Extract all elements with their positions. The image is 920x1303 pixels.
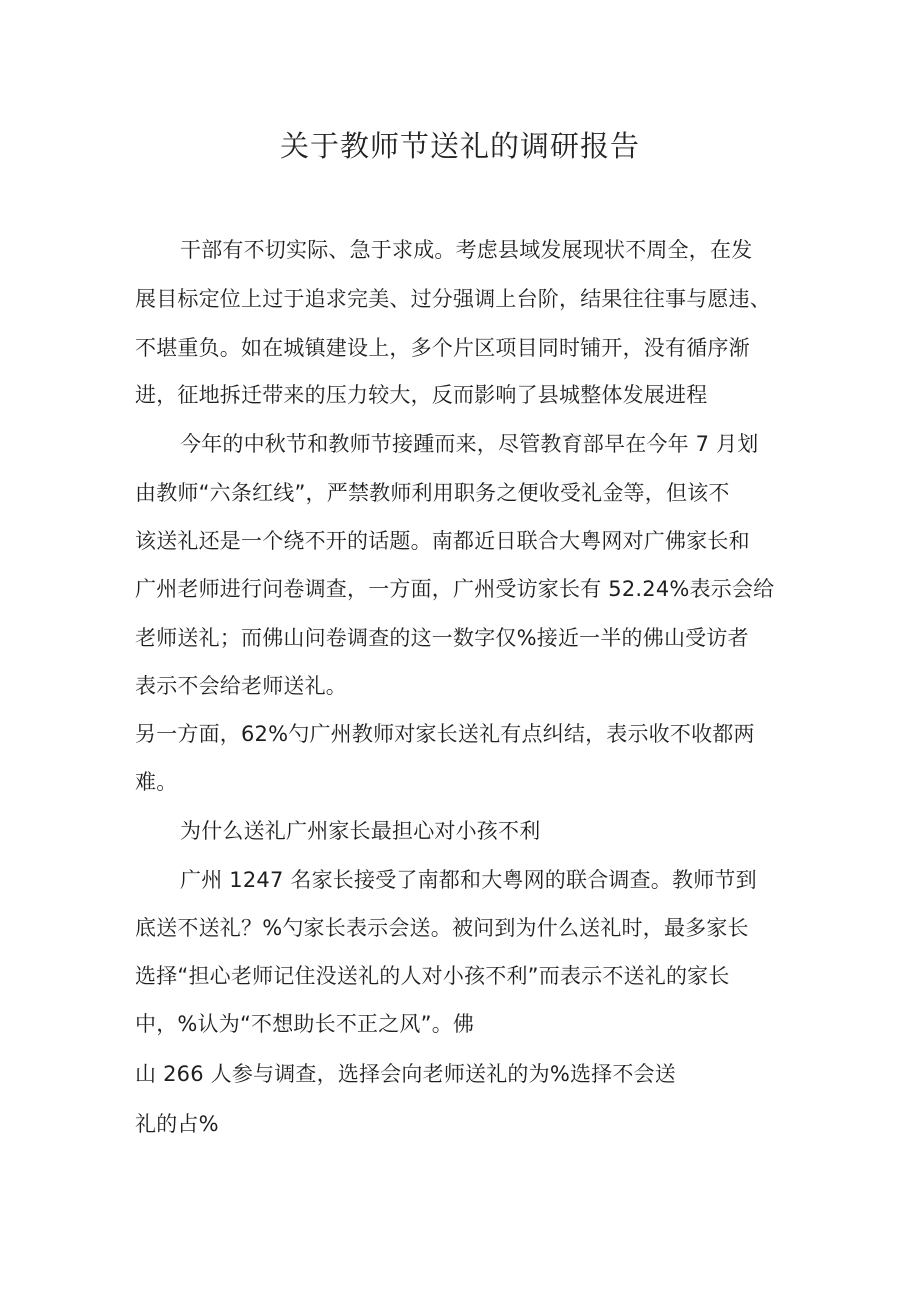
paragraph-2-line-3: 该送礼还是一个绕不开的话题。南都近日联合大粤网对广佛家长和 (135, 529, 750, 553)
paragraph-1-line-4: 进，征地拆迁带来的压力较大，反而影响了县城整体发展进程 (135, 383, 708, 407)
paragraph-3-line-1: 另一方面，62%勺广州教师对家长送礼有点纠结，表示收不收都两 (135, 722, 755, 746)
paragraph-2-line-5: 老师送礼；而佛山问卷调查的这一数字仅%接近一半的佛山受访者 (135, 626, 749, 650)
paragraph-5-line-1: 广州 1247 名家长接受了南都和大粤网的联合调查。教师节到 (180, 868, 757, 892)
paragraph-3-line-2: 难。 (135, 770, 178, 794)
document-title: 关于教师节送礼的调研报告 (279, 129, 640, 163)
paragraph-5-line-2: 底送不送礼？%勺家长表示会送。被问到为什么送礼时，最多家长 (135, 916, 749, 940)
section-subheading: 为什么送礼广州家长最担心对小孩不利 (180, 819, 541, 843)
paragraph-6-line-2: 礼的占% (135, 1112, 219, 1136)
paragraph-1-line-1: 干部有不切实际、急于求成。考虑县域发展现状不周全，在发 (180, 238, 753, 262)
paragraph-2-line-1: 今年的中秋节和教师节接踵而来，尽管教育部早在今年 7 月划 (180, 432, 759, 456)
paragraph-2-line-4: 广州老师进行问卷调查，一方面，广州受访家长有 52.24%表示会给 (135, 577, 775, 601)
paragraph-5-line-4: 中，%认为“不想助长不正之风”。佛 (135, 1012, 475, 1036)
paragraph-6-line-1: 山 266 人参与调查，选择会向老师送礼的为%选择不会送 (135, 1062, 676, 1086)
paragraph-5-line-3: 选择“担心老师记住没送礼的人对小孩不利”而表示不送礼的家长 (135, 964, 730, 988)
paragraph-2-line-2: 由教师“六条红线”，严禁教师利用职务之便收受礼金等，但该不 (135, 481, 730, 505)
paragraph-2-line-6: 表示不会给老师送礼。 (135, 674, 347, 698)
paragraph-1-line-3: 不堪重负。如在城镇建设上，多个片区项目同时铺开，没有循序渐 (135, 336, 750, 360)
paragraph-1-line-2: 展目标定位上过于追求完美、过分强调上台阶，结果往往事与愿违、 (135, 287, 771, 311)
